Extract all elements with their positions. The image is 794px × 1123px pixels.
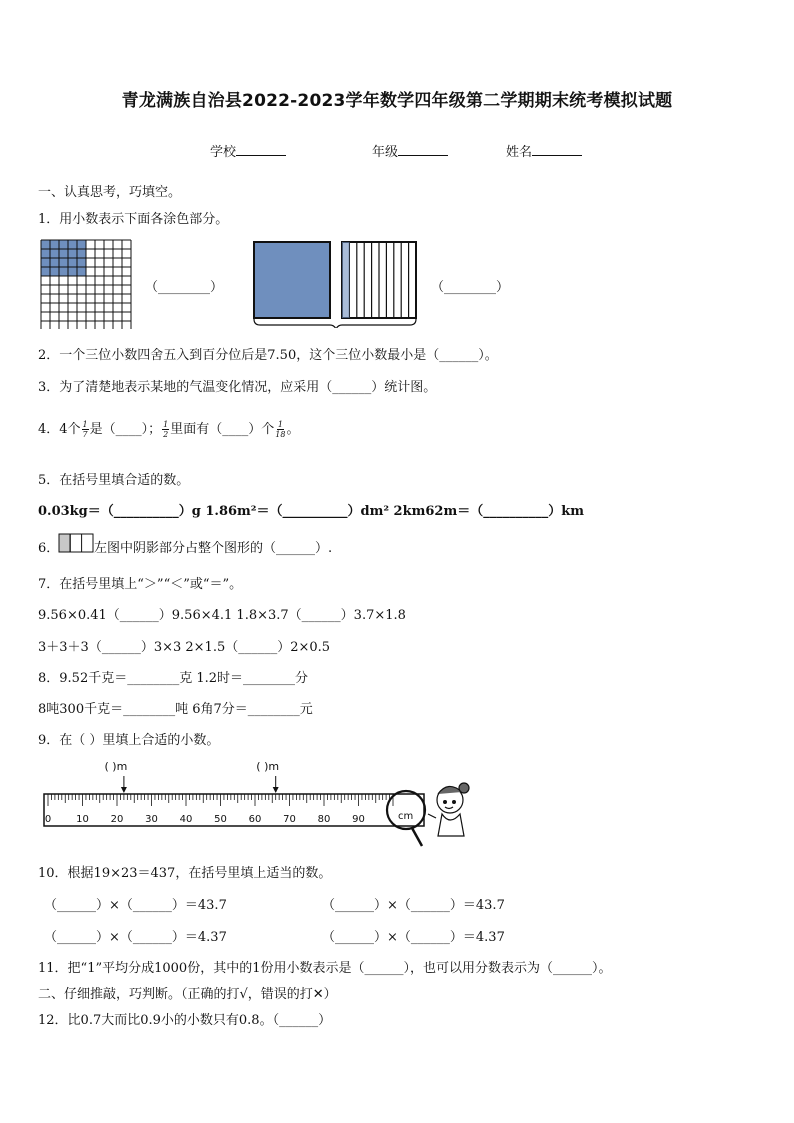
page-title: 青龙满族自治县2022-2023学年数学四年级第二学期期末统考模拟试题 [121, 91, 673, 111]
shaded-part [59, 534, 70, 552]
question-4: 4．4个 $\frac{1}{7}$ 是（____）； $\frac{1}{2}$ 里面有（____）个 $\frac{1}{18}$ 。 [38, 420, 300, 439]
question-8-row-2: 8吨300千克＝________吨 6角7分＝________元 [38, 702, 313, 717]
girl-cartoon-icon [428, 783, 469, 836]
question-7-row-1: 9.56×0.41（______）9.56×4.1 1.8×3.7（______）3.7×1.8 [38, 608, 406, 623]
ruler-tick-label: 10 [76, 814, 89, 825]
shaded-bar-figure [58, 533, 94, 553]
decimal-grid-figure [40, 239, 136, 329]
grade-field[interactable] [372, 141, 448, 160]
section-1-heading: 一、认真思考，巧填空。 [38, 185, 182, 200]
question-9: 9．在（ ）里填上合适的小数。 [38, 733, 220, 748]
ruler-tick-label: 20 [110, 814, 124, 825]
question-7: 7．在括号里填上“＞”“＜”或“＝”。 [38, 577, 243, 592]
question-10-row-2-right: （______）×（______）＝4.37 [322, 930, 505, 945]
answer-blank-1a[interactable]: （________） [145, 280, 224, 295]
fraction-1-2: $\frac{1}{2}$ [163, 420, 169, 439]
school-label: 学校 [210, 145, 237, 160]
fraction-1-18: $\frac{1}{18}$ [275, 420, 286, 439]
question-8-row-1: 8．9.52千克＝________克 1.2时＝________分 [38, 671, 309, 686]
name-field[interactable] [506, 141, 582, 160]
answer-blank-1b[interactable]: （________） [431, 280, 510, 295]
question-6: 左图中阴影部分占整个图形的（______）. [94, 541, 333, 556]
ruler-figure [40, 756, 480, 848]
ruler-tick-label: 90 [352, 814, 365, 825]
question-10-row-2-left: （______）×（______）＝4.37 [44, 930, 227, 945]
question-11: 11．把“1”平均分成1000份，其中的1份用小数表示是（______），也可以用分数表示为（______）。 [38, 961, 612, 976]
question-5-items: 0.03kg＝（__________）g 1.86m²＝（__________）dm² 2km62m＝（__________）km [38, 504, 584, 519]
shaded-strip [342, 242, 349, 318]
shaded-square [254, 242, 330, 318]
ruler-answer-label: ( )m [104, 760, 128, 773]
question-10-row-1-left: （______）×（______）＝43.7 [44, 898, 227, 913]
question-10: 10．根据19×23＝437，在括号里填上适当的数。 [38, 866, 332, 881]
unit-square-strips-figure [250, 240, 425, 328]
question-6-number: 6． [38, 541, 60, 556]
name-label: 姓名 [506, 145, 533, 160]
fraction-1-7: $\frac{1}{7}$ [82, 420, 88, 439]
ruler-tick-label: 70 [283, 814, 296, 825]
question-3: 3．为了清楚地表示某地的气温变化情况，应采用（______）统计图。 [38, 380, 437, 395]
ruler-answer-label: ( )m [256, 760, 280, 773]
school-field[interactable] [210, 141, 286, 160]
question-10-row-1-right: （______）×（______）＝43.7 [322, 898, 505, 913]
section-2-heading: 二、仔细推敲，巧判断。（正确的打√，错误的打✕） [38, 987, 337, 1002]
brace [254, 319, 416, 328]
ruler-tick-label: 60 [248, 814, 262, 825]
question-5: 5．在括号里填合适的数。 [38, 473, 190, 488]
question-12: 12．比0.7大而比0.9小的小数只有0.8。（______） [38, 1013, 332, 1028]
question-2: 2．一个三位小数四舍五入到百分位后是7.50，这个三位小数最小是（______）。 [38, 348, 498, 363]
grade-label: 年级 [372, 145, 399, 160]
ruler-tick-label: 30 [145, 814, 158, 825]
ruler-tick-label: 0 [44, 814, 52, 825]
ruler-tick-label: 50 [214, 814, 227, 825]
ruler-tick-label: 80 [317, 814, 331, 825]
ruler-unit: cm [398, 811, 414, 822]
ruler-tick-label: 40 [179, 814, 193, 825]
question-1: 1．用小数表示下面各涂色部分。 [38, 212, 229, 227]
question-7-row-2: 3＋3＋3（______）3×3 2×1.5（______）2×0.5 [38, 640, 331, 655]
